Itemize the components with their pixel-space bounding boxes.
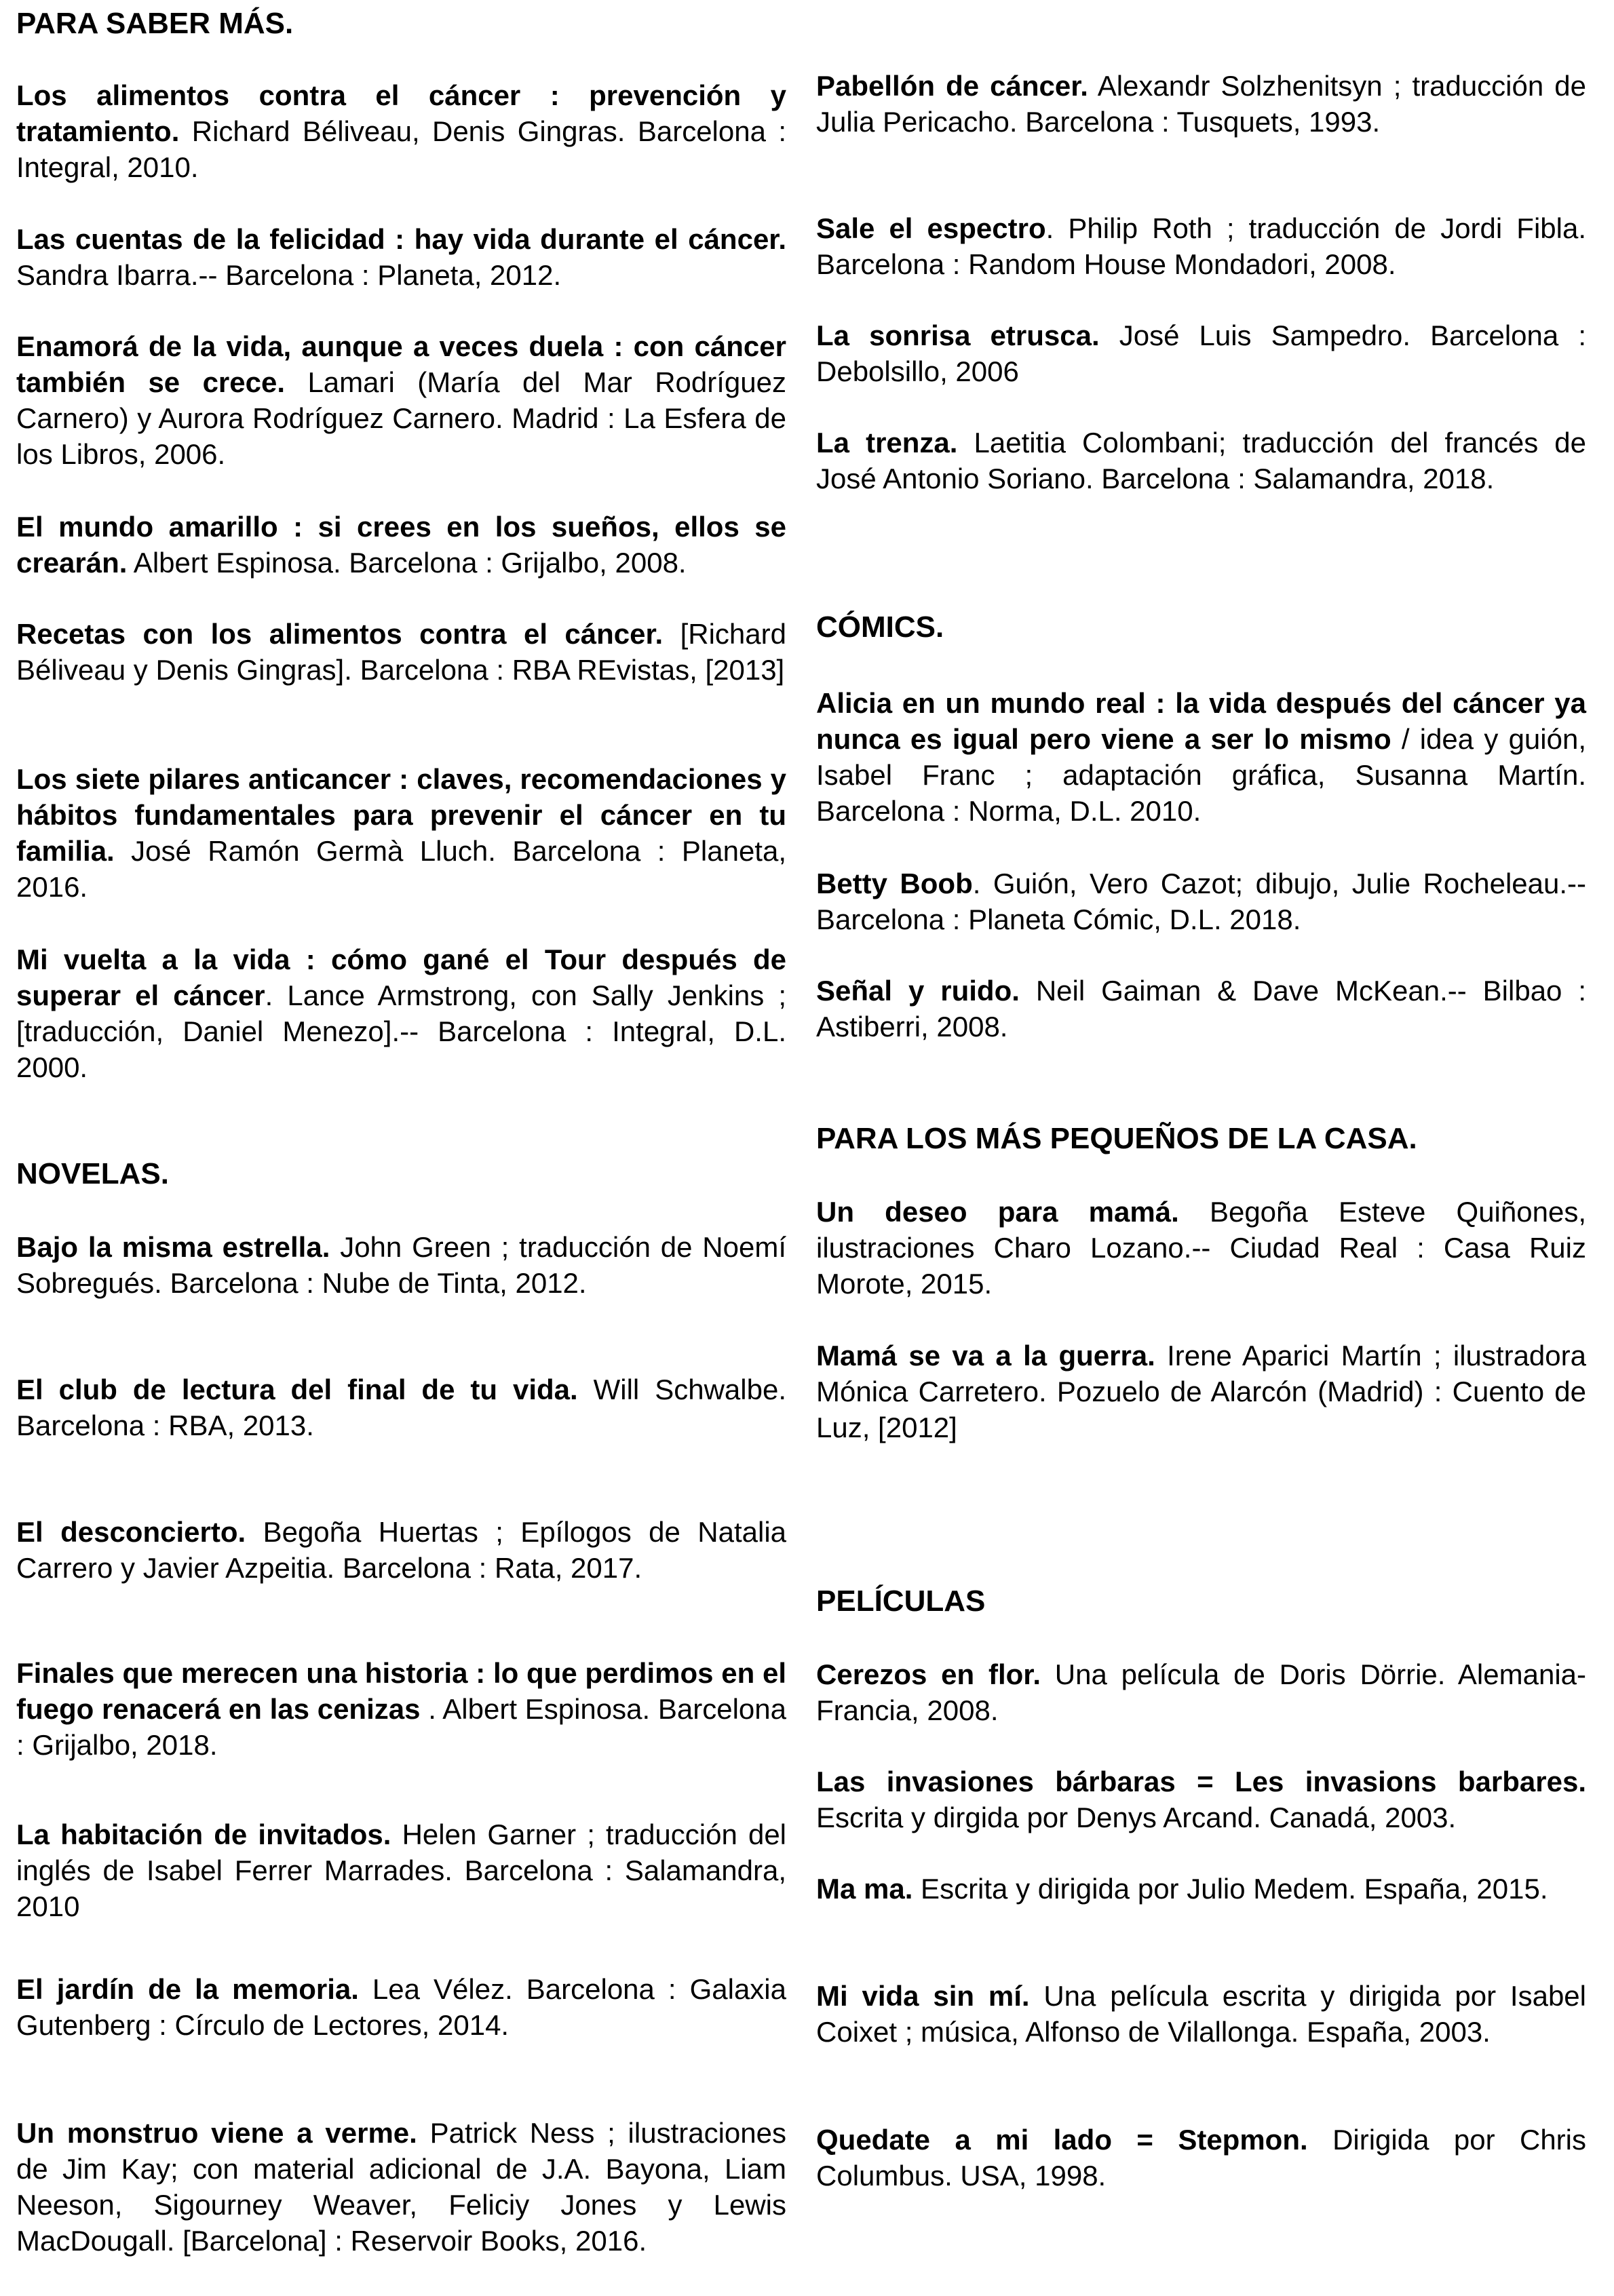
entry-title: Sale el espectro — [816, 212, 1046, 244]
entry-details: José Luis Sampedro. Barcelona : Debolsillo, 2006 — [816, 319, 1586, 387]
entry-title: Bajo la misma estrella. — [16, 1231, 330, 1263]
entry-details: Lea Vélez. Barcelona : Galaxia Gutenberg : Círculo de Lectores, 2014. — [16, 1973, 786, 2041]
entry-details: Begoña Esteve Quiñones, ilustraciones Charo Lozano.-- Ciudad Real : Casa Ruiz Morote, 2015. — [816, 1196, 1586, 1300]
entry-details: Richard Béliveau, Denis Gingras. Barcelona : Integral, 2010. — [16, 115, 786, 183]
entry-details: José Ramón Germà Lluch. Barcelona : Planeta, 2016. — [16, 835, 786, 903]
entry-details: Sandra Ibarra.-- Barcelona : Planeta, 2012. — [16, 259, 562, 291]
entry-details: Dirigida por Chris Columbus. USA, 1998. — [816, 2124, 1586, 2192]
book-entry — [16, 221, 786, 293]
entry-title: Los siete pilares anticancer : claves, recomendaciones y hábitos fundamentales para prevenir el cáncer en tu familia. — [16, 763, 786, 867]
entry-title: Los alimentos contra el cáncer : prevención y tratamiento. — [16, 79, 786, 147]
entry-details: Escrita y dirigida por Julio Medem. España, 2015. — [912, 1873, 1548, 1905]
entry-details: Una película escrita y dirigida por Isabel Coixet ; música, Alfonso de Vilallonga. España, 2003. — [816, 1980, 1586, 2048]
movie-entry — [816, 1871, 1586, 1907]
book-entry — [16, 941, 786, 1085]
entry-title: Pabellón de cáncer. — [816, 70, 1088, 102]
entry-details: Una película de Doris Dörrie. Alemania-Francia, 2008. — [816, 1658, 1587, 1726]
entry-title: Un deseo para mamá. — [816, 1196, 1179, 1228]
entry-details: Laetitia Colombani; traducción del francés de José Antonio Soriano. Barcelona : Salamandra, 2018. — [816, 427, 1586, 494]
entry-details: . Albert Espinosa. Barcelona : Grijalbo, 2018. — [16, 1693, 786, 1761]
entry-details: . Guión, Vero Cazot; dibujo, Julie Rocheleau.-- Barcelona : Planeta Cómic, D.L. 2018. — [816, 868, 1586, 935]
entry-details: Lamari (María del Mar Rodríguez Carnero) y Aurora Rodríguez Carnero. Madrid : La Esfera de los Libros, 2006. — [16, 366, 786, 470]
entry-title: Finales que merecen una historia : lo que perdimos en el fuego renacerá en las cenizas — [16, 1657, 786, 1725]
entry-details: . Lance Armstrong, con Sally Jenkins ; [traducción, Daniel Menezo].-- Barcelona : Integral, D.L. 2000. — [16, 979, 786, 1083]
book-entry — [816, 425, 1586, 497]
movie-entry — [816, 2122, 1586, 2194]
book-entry — [16, 1514, 786, 1586]
entry-details: Neil Gaiman & Dave McKean.-- Bilbao : Astiberri, 2008. — [816, 975, 1587, 1043]
entry-title: Las cuentas de la felicidad : hay vida durante el cáncer. — [16, 223, 786, 255]
book-entry — [16, 509, 786, 581]
movie-entry — [816, 1978, 1586, 2050]
entry-title: Betty Boob — [816, 868, 973, 899]
book-entry — [16, 1229, 786, 1301]
book-entry — [816, 317, 1586, 389]
book-entry — [16, 1655, 786, 1763]
book-entry — [16, 616, 786, 688]
entry-title: Las invasiones bárbaras = Les invasions barbares. — [816, 1766, 1586, 1797]
book-entry — [816, 973, 1586, 1045]
entry-title: El mundo amarillo : si crees en los sueños, ellos se crearán. — [16, 511, 786, 579]
entry-details: [Richard Béliveau y Denis Gingras]. Barcelona : RBA REvistas, [2013] — [16, 618, 786, 686]
book-entry — [16, 328, 786, 472]
entry-details: John Green ; traducción de Noemí Sobregués. Barcelona : Nube de Tinta, 2012. — [16, 1231, 786, 1299]
movie-entry — [816, 1764, 1586, 1835]
book-entry — [16, 1371, 786, 1443]
book-entry — [16, 1816, 786, 1924]
entry-details: Alexandr Solzhenitsyn ; traducción de Julia Pericacho. Barcelona : Tusquets, 1993. — [816, 70, 1586, 138]
entry-title: Un monstruo viene a verme. — [16, 2117, 417, 2149]
entry-title: Mi vida sin mí. — [816, 1980, 1030, 2012]
entry-details: Escrita y dirgida por Denys Arcand. Canadá, 2003. — [816, 1802, 1457, 1833]
entry-title: El jardín de la memoria. — [16, 1973, 359, 2005]
book-entry — [16, 1971, 786, 2043]
entry-title: La habitación de invitados. — [16, 1818, 391, 1850]
entry-details: / idea y guión, Isabel Franc ; adaptación gráfica, Susanna Martín. Barcelona : Norma, D.L. 2010. — [816, 723, 1586, 827]
entry-details: Helen Garner ; traducción del inglés de Isabel Ferrer Marrades. Barcelona : Salamandra, 2010 — [16, 1818, 787, 1922]
entry-details: Irene Aparici Martín ; ilustradora Mónica Carretero. Pozuelo de Alarcón (Madrid) : Cuento de Luz, [2012] — [816, 1340, 1586, 1443]
section-heading-comics: CÓMICS. — [816, 610, 944, 644]
book-entry — [816, 1338, 1586, 1445]
section-heading-novelas: NOVELAS. — [16, 1157, 169, 1190]
entry-title: Alicia en un mundo real : la vida después del cáncer ya nunca es igual pero viene a ser lo mismo — [816, 687, 1586, 755]
book-entry — [816, 685, 1586, 829]
book-entry — [16, 761, 786, 905]
book-entry — [816, 210, 1586, 282]
entry-title: Cerezos en flor. — [816, 1658, 1041, 1690]
section-heading-peliculas: PELÍCULAS — [816, 1584, 986, 1618]
book-entry — [816, 865, 1586, 937]
entry-title: El desconcierto. — [16, 1516, 246, 1548]
book-entry — [816, 68, 1586, 140]
section-heading-para-saber-mas: PARA SABER MÁS. — [16, 7, 294, 40]
movie-entry — [816, 1656, 1586, 1728]
entry-title: La sonrisa etrusca. — [816, 319, 1100, 351]
book-entry — [16, 2115, 786, 2259]
section-heading-pequenos: PARA LOS MÁS PEQUEÑOS DE LA CASA. — [816, 1122, 1417, 1155]
entry-title: Mamá se va a la guerra. — [816, 1340, 1155, 1371]
entry-details: . Philip Roth ; traducción de Jordi Fibla. Barcelona : Random House Mondadori, 2008. — [816, 212, 1586, 280]
entry-title: Recetas con los alimentos contra el cáncer. — [16, 618, 664, 650]
book-entry — [16, 77, 786, 185]
book-entry — [816, 1194, 1586, 1302]
entry-title: La trenza. — [816, 427, 958, 459]
entry-title: Quedate a mi lado = Stepmon. — [816, 2124, 1308, 2156]
entry-title: Enamorá de la vida, aunque a veces duela : con cáncer también se crece. — [16, 330, 786, 398]
entry-title: El club de lectura del final de tu vida. — [16, 1374, 578, 1405]
entry-details: Begoña Huertas ; Epílogos de Natalia Carrero y Javier Azpeitia. Barcelona : Rata, 2017. — [16, 1516, 787, 1584]
entry-details: Albert Espinosa. Barcelona : Grijalbo, 2008. — [127, 547, 687, 579]
entry-details: Will Schwalbe. Barcelona : RBA, 2013. — [16, 1374, 786, 1441]
entry-title: Mi vuelta a la vida : cómo gané el Tour después de superar el cáncer — [16, 943, 786, 1011]
entry-title: Señal y ruido. — [816, 975, 1020, 1007]
entry-title: Ma ma. — [816, 1873, 913, 1905]
entry-details: Patrick Ness ; ilustraciones de Jim Kay; con material adicional de J.A. Bayona, Liam Neeson, Sigourney Weaver, Feliciy Jones y Lewis MacDougall. [Barcelona] : Reservoir Books, 2016. — [16, 2117, 786, 2257]
